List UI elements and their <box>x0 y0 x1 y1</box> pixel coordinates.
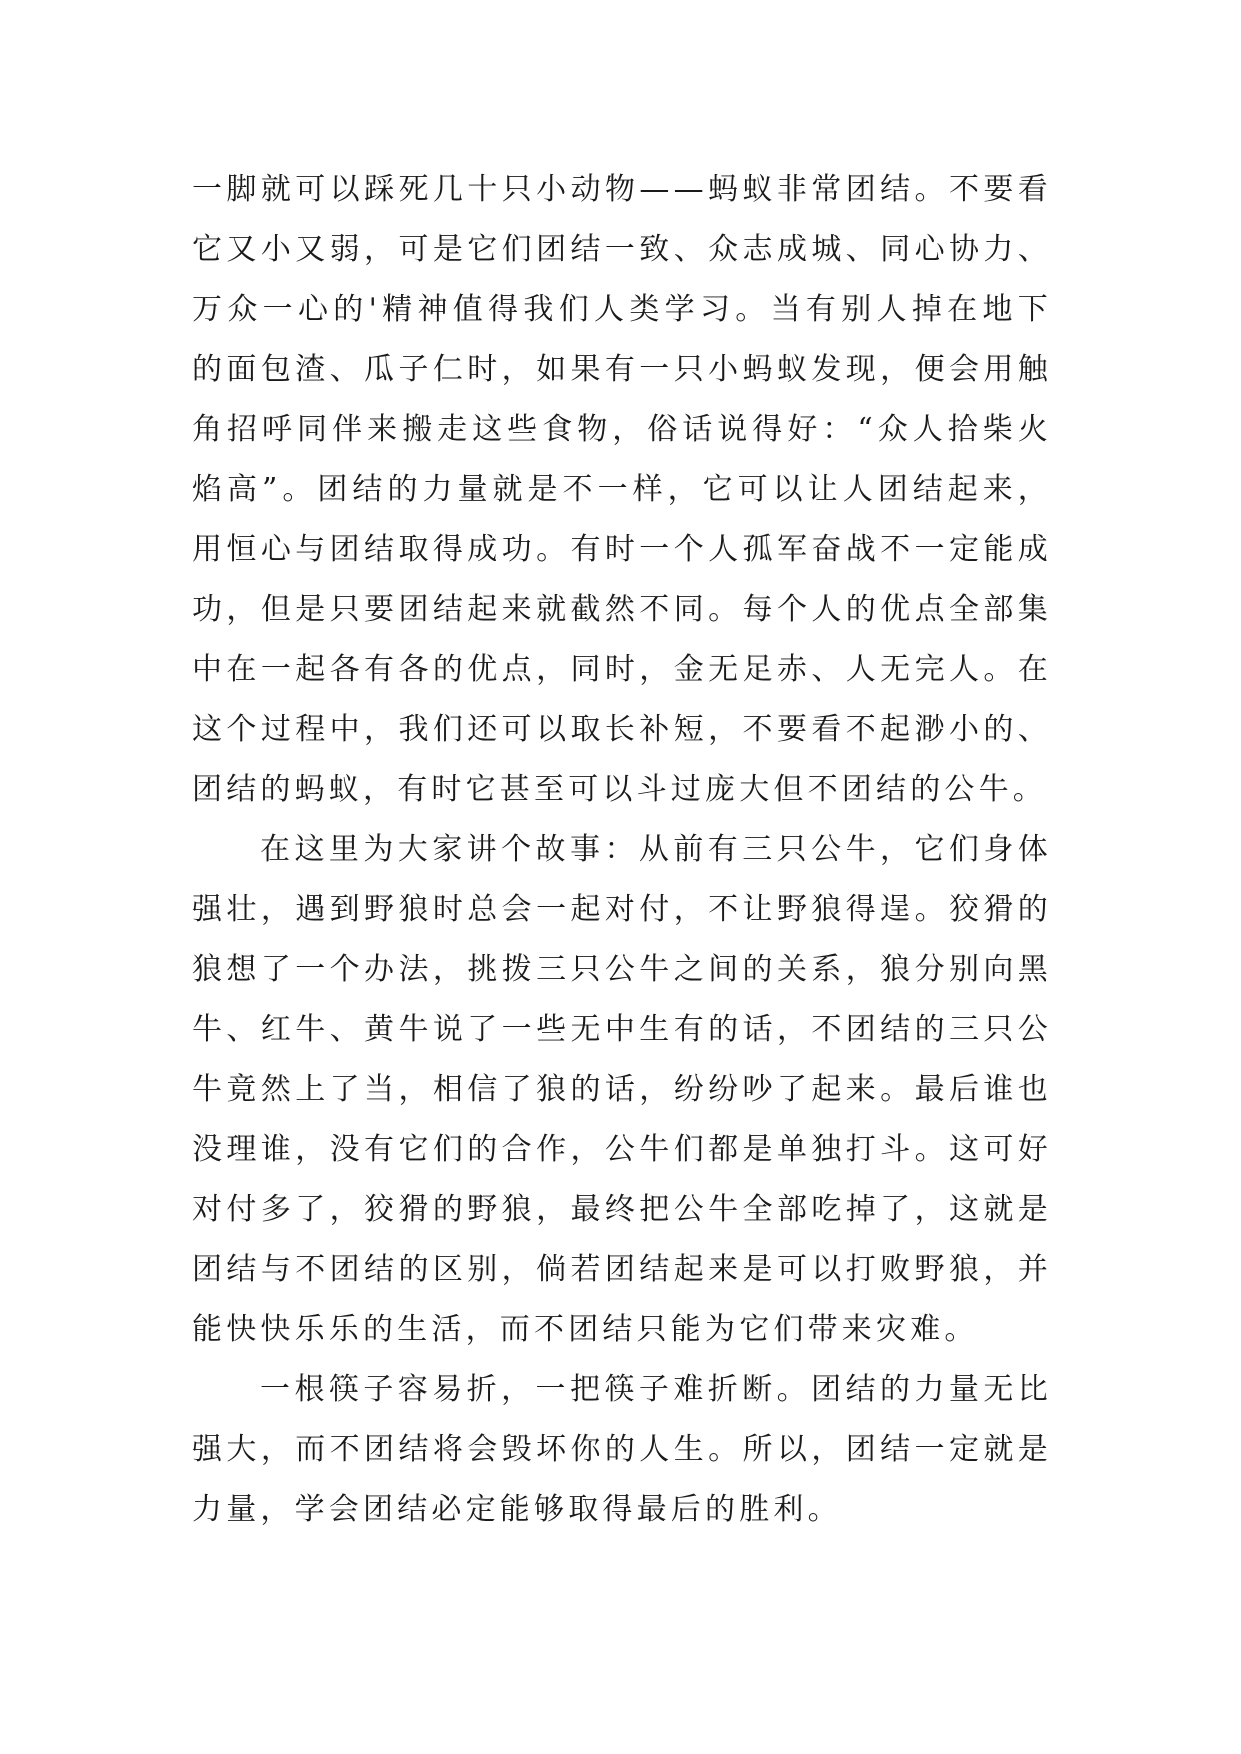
document-body <box>192 160 1052 1540</box>
paragraph-2: 在这里为大家讲个故事：从前有三只公牛，它们身体强壮，遇到野狼时总会一起对付，不让野狼得逞。狡猾的狼想了一个办法，挑拨三只公牛之间的关系，狼分别向黑牛、红牛、黄牛说了一些无中生有的话，不团结的三只公牛竟然上了当，相信了狼的话，纷纷吵了起来。最后谁也没理谁，没有它们的合作，公牛们都是单独打斗。这可好对付多了，狡猾的野狼，最终把公牛全部吃掉了，这就是团结与不团结的区别，倘若团结起来是可以打败野狼，并能快快乐乐的生活，而不团结只能为它们带来灾难。 <box>192 832 1052 1347</box>
paragraph-3: 一根筷子容易折，一把筷子难折断。团结的力量无比强大，而不团结将会毁坏你的人生。所以，团结一定就是力量，学会团结必定能够取得最后的胜利。 <box>192 1372 1052 1527</box>
paragraph-1: 一脚就可以踩死几十只小动物——蚂蚁非常团结。不要看它又小又弱，可是它们团结一致、众志成城、同心协力、万众一心的'精神值得我们人类学习。当有别人掉在地下的面包渣、瓜子仁时，如果有一只小蚂蚁发现，便会用触角招呼同伴来搬走这些食物，俗话说得好：“众人拾柴火焰高”。团结的力量就是不一样，它可以让人团结起来，用恒心与团结取得成功。有时一个人孤军奋战不一定能成功，但是只要团结起来就截然不同。每个人的优点全部集中在一起各有各的优点，同时，金无足赤、人无完人。在这个过程中，我们还可以取长补短，不要看不起渺小的、团结的蚂蚁，有时它甚至可以斗过庞大但不团结的公牛。 <box>192 172 1052 807</box>
